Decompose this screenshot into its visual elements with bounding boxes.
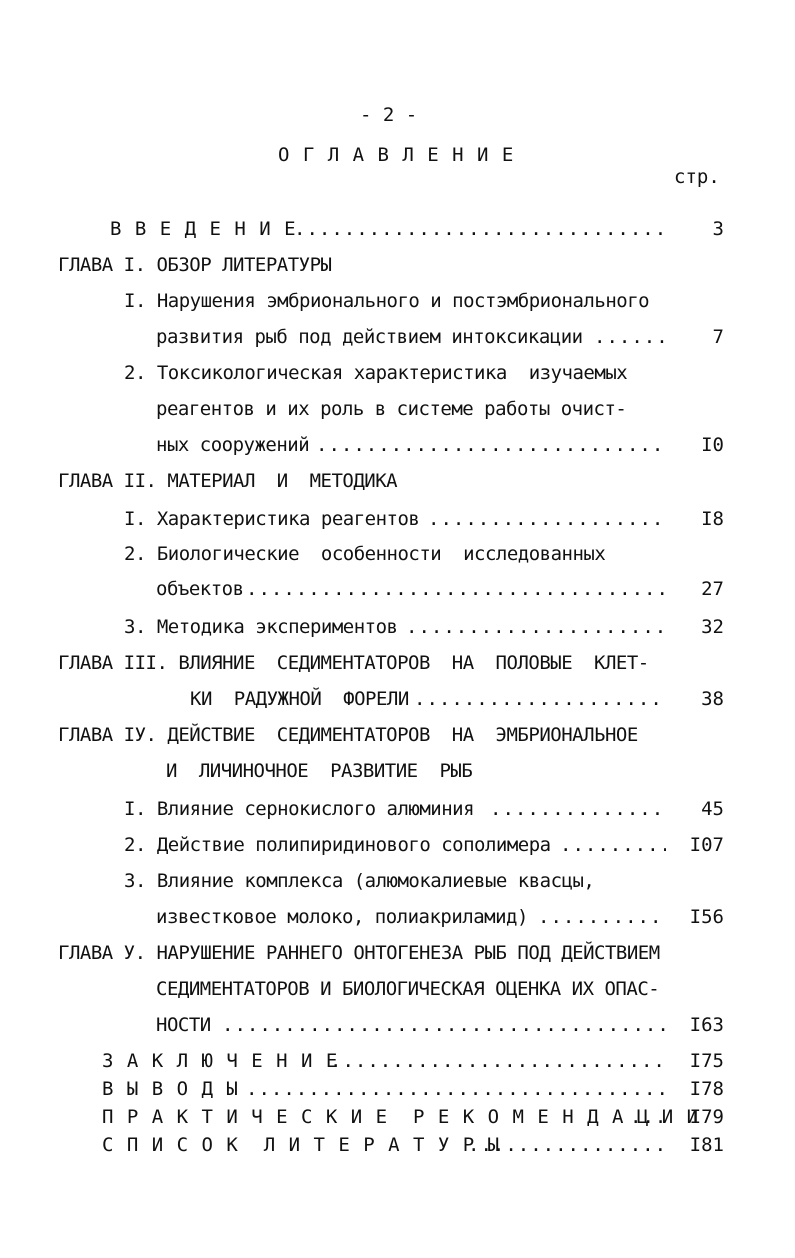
toc-page: I79 [689,1106,724,1128]
toc-page: I63 [689,1014,724,1036]
toc-page: I75 [689,1050,724,1072]
chapter-4-subtitle: И ЛИЧИНОЧНОЕ РАЗВИТИЕ РЫБ [166,760,473,782]
toc-label: С П И С О К Л И Т Е Р А Т У Р Ы [102,1134,501,1156]
toc-page: 27 [701,578,724,600]
toc-page: I07 [689,834,724,856]
toc-line: 3. Методика экспериментов [124,616,398,638]
toc-line: 2. Токсикологическая характеристика изучаемых [124,362,628,384]
leader-dots [630,1106,666,1128]
toc-page: 7 [712,326,724,348]
toc-line: известковое молоко, полиакриламид) [156,906,528,928]
toc-line: развития рыб под действием интоксикации [156,326,583,348]
toc-line: объектов [156,578,244,600]
toc-line: I. Характеристика реагентов [124,508,420,530]
leader-dots [428,508,666,530]
leader-dots [246,578,666,600]
toc-line: КИ РАДУЖНОЙ ФОРЕЛИ [190,688,409,710]
page-number: - 2 - [360,104,418,126]
leader-dots [538,906,666,928]
leader-dots [316,434,666,456]
chapter-2-title[interactable]: ГЛАВА II. МАТЕРИАЛ И МЕТОДИКА [58,470,398,492]
toc-page: I78 [689,1078,724,1100]
toc-line: 3. Влияние комплекса (алюмокалиевые квасцы, [124,870,595,892]
leader-dots [222,1014,666,1036]
toc-line: СЕДИМЕНТАТОРОВ И БИОЛОГИЧЕСКАЯ ОЦЕНКА ИХ ОПАС- [156,978,660,1000]
leader-dots [294,218,666,240]
toc-line: ных сооружений [156,434,310,456]
toc-page: I56 [689,906,724,928]
toc-label: П Р А К Т И Ч Е С К И Е Р Е К О М Е Н Д А Ц И И [102,1106,700,1128]
leader-dots [594,326,666,348]
toc-label: З А К Л Ю Ч Е Н И Е [102,1050,339,1072]
toc-line: реагентов и их роль в системе работы очист- [156,398,627,420]
chapter-4-title[interactable]: ГЛАВА IУ. ДЕЙСТВИЕ СЕДИМЕНТАТОРОВ НА ЭМБРИОНАЛЬНОЕ [58,724,638,746]
leader-dots [490,798,666,820]
toc-line: I. Влияние сернокислого алюминия [124,798,475,820]
toc-page: 45 [701,798,724,820]
toc-line: НОСТИ [156,1014,211,1036]
toc-page: I81 [689,1134,724,1156]
chapter-3-title: ГЛАВА III. ВЛИЯНИЕ СЕДИМЕНТАТОРОВ НА ПОЛОВЫЕ КЛЕТ- [58,652,649,674]
leader-dots [406,616,666,638]
toc-page: 38 [701,688,724,710]
toc-label: В В Е Д Е Н И Е [110,218,297,240]
toc-page: I0 [701,434,724,456]
toc-page: 3 [712,218,724,240]
leader-dots [468,1134,666,1156]
toc-line: 2. Действие полипиридинового сополимера [124,834,551,856]
page-title: О Г Л А В Л Е Н И Е [278,144,515,166]
leader-dots [560,834,666,856]
leader-dots [246,1078,666,1100]
leader-dots [330,1050,666,1072]
leader-dots [414,688,666,710]
page-column-label: стр. [674,166,720,188]
toc-label: В Ы В О Д Ы [102,1078,239,1100]
chapter-1-title[interactable]: ГЛАВА I. ОБЗОР ЛИТЕРАТУРЫ [58,254,332,276]
toc-line: I. Нарушения эмбрионального и постэмбрионального [124,290,650,312]
toc-line: 2. Биологические особенности исследованных [124,543,606,565]
chapter-5-title: ГЛАВА У. НАРУШЕНИЕ РАННЕГО ОНТОГЕНЕЗА РЫБ ПОД ДЕЙСТВИЕМ [58,942,660,964]
toc-page: I8 [701,508,724,530]
toc-page: 32 [701,616,724,638]
